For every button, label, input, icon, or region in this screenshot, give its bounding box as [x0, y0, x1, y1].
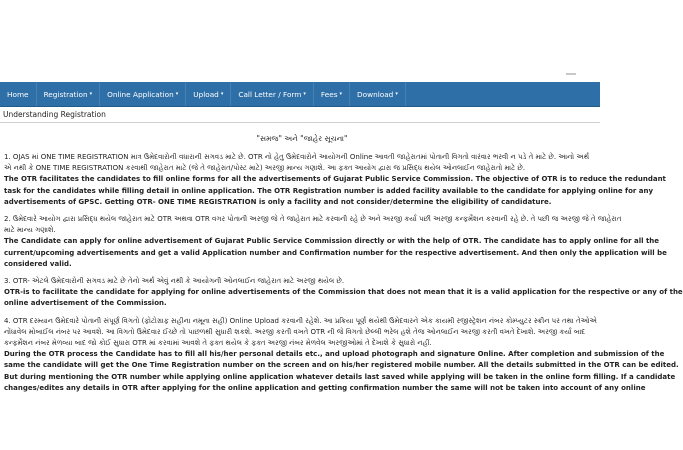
notice-paragraph-1	[4, 152, 666, 208]
notice-paragraph-4	[4, 316, 679, 394]
english-text-line: changes/edites any details in OTR after applying for the online application and getting confirmation number the same will not be taken into account of any online	[4, 383, 646, 392]
nav-fees[interactable]	[314, 82, 350, 106]
english-text-line: The Candidate can apply for online advertisement of Gujarat Public Service Commission directly or with the help of OTR. The candidate has to apply online for all the	[4, 237, 660, 246]
english-text-line: considered valid.	[4, 259, 72, 268]
nav-download[interactable]	[350, 82, 406, 106]
caret-down-icon: ▾	[395, 91, 398, 97]
english-text-line: advertisements of GPSC. Getting OTR- ONE TIME REGISTRATION is only a facility and not consider/determine the eligibility of candidature.	[4, 197, 552, 206]
gujarati-text-line: 2. ઉમેદવારે આયોગ દ્વારા પ્રસિદ્ધ થયેલ જાહેરાત માટે OTR અથવા OTR વગર પોતાની અરજી જે તે જાહેરાત માટે કરવાની રહે છે અને અરજી કર્યા પછી અરજી કન્ફર્મેશન કરવાની રહે છે. તે પછી જ અરજી જે તે જાહેરાત	[4, 215, 622, 224]
nav-label: Call Letter / Form	[238, 89, 302, 99]
notice-content	[0, 124, 683, 450]
english-text-line: same the candidate will get the One Time Registration number on the screen and on his/her registered mobile number. All the details submitted in the OTR can be edited.	[4, 361, 679, 370]
nav-label: Online Application	[107, 89, 174, 99]
gujarati-text-line: નોંધાવેલ મોબાઈલ નંબર પર આવશે. આ વિગતો ઉમેદવાર ઈચ્છે તો પાછળથી સુધારી શકશે. અરજી કરતી વખતે OTR ની જે વિગતો છેલ્લી ભરેલ હશે તેજ ઓનલાઈન અરજી કરતી વખતે દેખાશે. અરજી કર્યા બાદ	[4, 327, 586, 336]
nav-label: Upload	[193, 89, 219, 99]
gujarati-text-line: 4. OTR દરમ્યાન ઉમેદવારે પોતાની સંપૂર્ણ વિગતો (ફોટોગ્રાફ સહીના નમૂના સહી) Online Upload કરવાની રહેશે. આ પ્રક્રિયા પૂર્ણ થયેથી ઉમેદવારને એક કાયમી રજીસ્ટ્રેશન નંબર કોમ્પ્યુટર સ્ક્રીન પર તથા તેઓએ	[4, 316, 597, 325]
gujarati-text-line: એ નથી કે ONE TIME REGISTRATION કરવાથી જાહેરાત માટે (જે તે જાહેરાત/પોસ્ટ માટે) અરજી માન્ય ગણાશે. આ ફક્ત આયોગ દ્વારા જ પ્રસિદ્ધ થયેલ ઓનલાઈન જાહેરાતો માટે છે.	[4, 164, 526, 173]
caret-down-icon: ▾	[303, 91, 306, 97]
english-text-line: But during mentioning the OTR number while applying online application whatever details last saved while applying will be taken in the online form filling. If a candidate	[4, 372, 676, 381]
gujarati-text-line: કન્ફર્મેશન નંબર મેળવ્યા બાદ જો કોઈ સુધારા OTR માં કરવામાં આવશે તે ફક્ત થયેલ કે ફક્ત અરજી નંબર મેળવેલ અરજીઓમાં તે દેખાશે કે સુધારો નહીં.	[4, 339, 432, 348]
notice-title: "સમજ" અને "જાહેર સૂચના"	[256, 134, 348, 143]
english-text-line: current/upcoming advertisements and get a valid Application number and Confirmation number for the respective advertisement. And then only the application will be	[4, 248, 667, 257]
nav-registration[interactable]	[37, 82, 101, 106]
english-text-line: OTR-is to facilitate the candidate for applying for online advertisements of the Commission that does not mean that it is a valid application for the respective or any of the	[4, 288, 683, 297]
nav-online-application[interactable]	[100, 82, 186, 106]
notice-paragraph-3	[4, 276, 683, 310]
main-navbar	[0, 82, 600, 107]
header-mark	[566, 73, 576, 75]
english-text-line: task for the candidates while filling detail in online application. The OTR Registration number is added facility available to the candidate for applying online for any	[4, 186, 654, 195]
english-text-line: During the OTR process the Candidate has to fill all his/her personal details etc., and upload photograph and signature Online. After completion and submission of the	[4, 350, 665, 359]
nav-call-letter-form[interactable]	[231, 82, 314, 106]
nav-label: Fees	[320, 89, 338, 99]
notice-paragraph-2	[4, 214, 667, 270]
breadcrumb: Understanding Registration	[0, 107, 600, 123]
nav-label: Download	[357, 89, 394, 99]
english-text-line: online advertisement of the Commission.	[4, 299, 167, 308]
nav-upload[interactable]	[186, 82, 231, 106]
caret-down-icon: ▾	[175, 91, 179, 97]
notice-paragraphs	[4, 152, 683, 394]
caret-down-icon: ▾	[339, 91, 343, 97]
nav-label: Home	[7, 89, 29, 99]
gujarati-text-line: 3. OTR- એટલે ઉમેદવારોની સગવડ માટે છે તેનો અર્થ એવું નથી કે આયોગની ઓનલાઈન જાહેરાત માટે અરજી થયેલ છે.	[4, 277, 345, 286]
caret-down-icon: ▾	[220, 91, 224, 97]
nav-label: Registration	[43, 89, 88, 99]
caret-down-icon: ▾	[89, 91, 93, 97]
english-text-line: The OTR facilitates the candidates to fill online forms for all the advertisements of Gujarat Public Service Commission. The objective of OTR is to reduce the redundant	[4, 175, 666, 184]
nav-home[interactable]	[0, 82, 37, 106]
page-header-blank	[0, 0, 600, 82]
gujarati-text-line: 1. OJAS માં ONE TIME REGISTRATION માત્ર ઉમેદવારોની વધારાની સગવડ માટે છે. OTR નો હેતુ ઉમેદવારોને આયોગની Online આવતી જાહેરાતમાં પોતાની વિગતો વારંવાર ભરવી ન પડે તે માટે છે. આનો અર્થ	[4, 153, 590, 161]
gujarati-text-line: માટે માન્ય ગણાશે.	[4, 226, 56, 235]
